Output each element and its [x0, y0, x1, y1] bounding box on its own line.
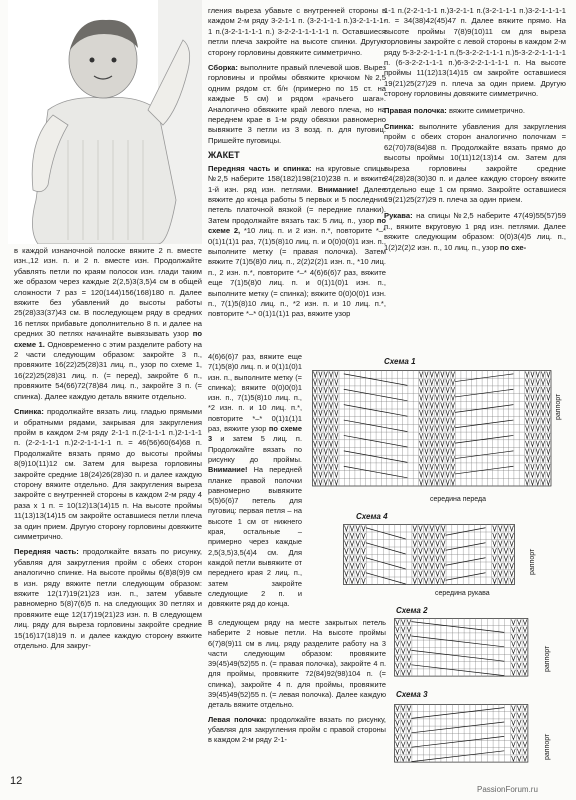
- back-text: продолжайте вязать лиц. гладью прямыми и обратными рядами, закрывая для закругления пройм в каждом 2-м ряду 2-1-1 п.(2-1-1-1 п.)2-1-1-1 п. (2-2-1-1-1 п.)2-2-1-1-1-1 п. = 46(56)60(64)68 п. Продолжайте вязать прямо до высоты проймы 8(9)10(11)12 см. Затем для выреза горловины закройте средние 18(24)26(28)30 п. и далее каждую сторону вяжите отдельно. Для закругления выреза закройте с внутренней стороны в каждом 2-м ряду 4 раза х 1 п. = 10(12)13(14)15 п. На высоте проймы 11(13)13(14)15 см закройте оставшиеся петли плеча за один прием. Другую сторону горловины довяжите симметрично.: [14, 407, 202, 541]
- scheme4-grid: [343, 524, 518, 591]
- section-jacket: ЖАКЕТ: [208, 150, 240, 161]
- column-2: [208, 6, 386, 323]
- scheme1-title: Схема 1: [384, 357, 416, 366]
- scheme2-grid: [394, 618, 534, 683]
- c2-narrow: 4(6)6(6)7 раз, вяжите еще 7(1)5(8)0 лиц. п. и 0(1)1(0)1 изн. п., выполните метку (= спинка); вяжите 0(0)0(0)1 изн. п., 7(1)5(8)10 лиц. п., *2 изн. п. и 10 лиц. п.*, повторите *–* 0(1)1(1)1 раз, вяжите узор по схеме 3 и затем 5 лиц. п. Продолжайте вязать по рисунку до проймы. Внимание! На передней планке правой полочки равномерно вывяжите 5(5)6(6)7 петель для пуговиц: первая петля – на высоте 1 см от нижнего края, остальные – примерно через каждые 2,5(3,5)3,5(4)4 см. Для каждой петли вывяжите от переднего края 2 лиц. п., затем закройте следующие 2 п. и довяжите ряд до конца.: [208, 352, 303, 609]
- sleeves-text: на спицы №2,5 наберите 47(49)55(57)59 п., вяжите вкруговую 1 ряд изн. петлями. Далее вяжите следующим образом: 0(0)3(4)5 лиц. п., 1(2)2(2)2 изн. п., 10 лиц. п., узор: [384, 211, 566, 252]
- back2-text: выполните убавления для закругления пройм с обеих сторон аналогично полочкам = 62(70)78(84)88 п. Продолжайте вязать прямо до высоты проймы 10(11)12(13)14 см. Затем для выреза горловины закройте средние 24(28)28(30)30 п. и далее каждую сторону вяжите отдельно еще 1 см прямо. Закройте оставшиеся 19(21)25(27)29 п. плеча за один прием.: [384, 122, 566, 204]
- scheme3-grid: [394, 704, 534, 769]
- jacket-text-2: Далее вяжите до конца работы 5 первых и 5 последних петель платочной вязкой (= передние планки). Затем продолжайте вязать так: 5 лиц. п., узор: [208, 184, 386, 225]
- left-front-text: продолжайте вязать по рисунку, убавляя для закругления пройм с правой стороны в каждом 2-м ряду 2-1-: [208, 714, 386, 745]
- sleeves-heading: Рукава:: [384, 211, 413, 221]
- scheme1-label: середина переда: [430, 496, 487, 503]
- c1-p1c: Одновременно с этим разделите работу на 2 части следующим образом: закройте 3 п., провяжите 16(22)25(28)31 лиц. п., узор по схеме 1, 16(22)25(28)31 лиц. п. (= перед), закройте 6 п., провяжите 54(66)72(78)84 лиц. п., закройте 3 п. (= спинка). Далее каждую деталь вяжите отдельно.: [14, 339, 202, 401]
- back2-heading: Спинка:: [384, 122, 414, 132]
- right-front-heading: Правая полочка:: [384, 105, 447, 115]
- c3-p1: 1-1 п.(2-2-1-1-1 п.)3-2-1-1 п.(3-2-1-1-1 п.)3-2-1-1-1-1 п. = 34(38)42(45)47 п. Далее вяжите прямо. На высоте проймы 7(8)9(10)11 см для выреза горловины закройте с левой стороны в каждом 2-м ряду 5-3-2-2-1-1-1 п.(5-3-2-2-1-1-1 п.)5-3-2-2-1-1-1-1 п. (6-3-2-2-1-1-1 п.)6-3-2-2-1-1-1-1 п. На высоте проймы 11(12)13(14)15 см закройте оставшиеся 19(21)25(27)29 п. плеча за один прием. Другую сторону горловины довяжите симметрично.: [384, 6, 566, 99]
- sleeves-scheme-ref: по схе-: [499, 242, 527, 252]
- column-3: [384, 6, 566, 256]
- back-heading: Спинка:: [14, 407, 44, 417]
- scheme2-title: Схема 2: [396, 606, 428, 615]
- scheme4-label: середина рукава: [435, 590, 490, 597]
- jacket-text-3: *10 лиц. п. и 2 изн. п.*, повторите *–* 0(1)1(1)1 раз, 7(1)5(8)10 лиц. п. и 0(0)0(0)1 изн. п., выполните метку (= правая полочка). Затем вяжите 7(1)5(8)0 лиц. п., 2(2)2(2)1 изн. п., *10 лиц. п., 2 изн. п.*, повторите *–* 4(6)6(6)7 раз, вяжите еще 7(1)5(8)0 лиц. п. и 0(1)1(0)1 изн. п., выполните метку (= спинка); вяжите 0(0)0(0)1 изн. п., 7(1)5(8)10 лиц. п., *2 изн. п. и 10 лиц. п.*, повторите *–* 0(1)1(1)1 раз, вяжите узор: [208, 226, 386, 319]
- scheme2-rapport: раппорт: [544, 645, 551, 672]
- column-2-lower: [208, 352, 302, 612]
- watermark: PassionForum.ru: [477, 785, 538, 794]
- assembly-text: выполните правый плечевой шов. Вырез горловины и проймы обвяжите крючком №2,5 одним рядом ст. б/н (примерно по 15 ст. на каждые 5 см) и рядом «рачьего шага». Аналогично обвяжите край левого плеча, но на переднем крае в 1-м ряду обвязки равномерно вывяжите 3 петли из 3 возд. п. для пуговиц. Пришейте пуговицы.: [208, 63, 386, 145]
- page-number: 12: [10, 775, 23, 787]
- assembly-heading: Сборка:: [208, 63, 238, 73]
- c2-bottom: В следующем ряду на месте закрытых петель наберите 2 новые петли. На высоте проймы 6(7)8(9)11 см в лиц. ряду разделите работу на 3 части следующим образом: провяжите 39(45)49(52)55 п. (= правая полочка), закройте 4 п. для проймы, провяжите 72(84)92(98)104 п. (= спинка), закройте 4 п. для проймы, провяжите 39(45)49(52)55 п. (= левая полочка). Далее каждую деталь вяжите отдельно.: [208, 618, 386, 710]
- scheme1-grid: [312, 370, 557, 495]
- column-1: [14, 246, 202, 654]
- front-heading: Передняя часть:: [14, 547, 79, 557]
- jacket-front-back-heading: Передняя часть и спинка:: [208, 163, 312, 173]
- left-front-heading: Левая полочка:: [208, 714, 267, 724]
- jacket-text-1: на круговые спицы №2,5 наберите 158(182)198(210)238 п. и вяжите 1-й изн. ряд изн. петлями.: [208, 163, 386, 194]
- c2-p1: гления выреза убавьте с внутренней стороны в каждом 2-м ряду 3-2-1-1 п. (3-2-1-1-1 п.)3-2-1-1-1-1 п.(3-2-1-1-1-1 п.) 3-2-2-1-1-1-1-1 п. Оставшиеся петли плеча закройте на высоте спинки. Другую сторону горловины довяжите симметрично.: [208, 6, 386, 57]
- scheme2-ref: по схеме 2,: [208, 215, 386, 236]
- c1-p1: в каждой изнаночной полоске вяжите 2 п. вместе изн.,12 изн. п. и 2 п. вместе изн. Продолжайте убавлять петли по краям полосок изн. глади таким же образом через каждые 2(2,5)3(3,5)4 см в общей сложности 7 раз = 120(144)156(168)180 п. Далее вяжите без убавлений до высоты работы 25(28)33(37)43 см. В последующем ряду в средних 16 петлях прибавьте дополнительно 8 п. и далее на средних 30 петлях начинайте вывязывать узор: [14, 246, 202, 339]
- scheme4-rapport: раппорт: [529, 548, 536, 575]
- child-photo: [8, 0, 202, 244]
- c1-p1b: по схеме 1.: [14, 329, 202, 349]
- scheme1-rapport: раппорт: [555, 393, 562, 420]
- scheme4-title: Схема 4: [356, 512, 388, 521]
- scheme3-title: Схема 3: [396, 690, 428, 699]
- attention-1: Внимание!: [317, 184, 359, 194]
- right-front-text: вяжите симметрично.: [446, 105, 525, 115]
- column-2-bottom: [208, 618, 386, 749]
- scheme3-rapport: раппорт: [544, 733, 551, 760]
- front-text: продолжайте вязать по рисунку, убавляя для закругления пройм с обеих сторон аналогично спинке. На высоте проймы 6(8)8(9)9 см в изн. ряду вяжите петли следующим образом: вяжите 12(17)19(21)23 изн. п., затем убавьте равномерно 5(8)7(6)5 п. на следующих 30 петлях и провяжите еще 12(17)19(21)23 изн. п. В следующем лиц. ряду для выреза горловины закройте средние 15(16)17(18)19 п. и далее каждую сторону вяжите отдельно. Для закруг-: [14, 547, 202, 651]
